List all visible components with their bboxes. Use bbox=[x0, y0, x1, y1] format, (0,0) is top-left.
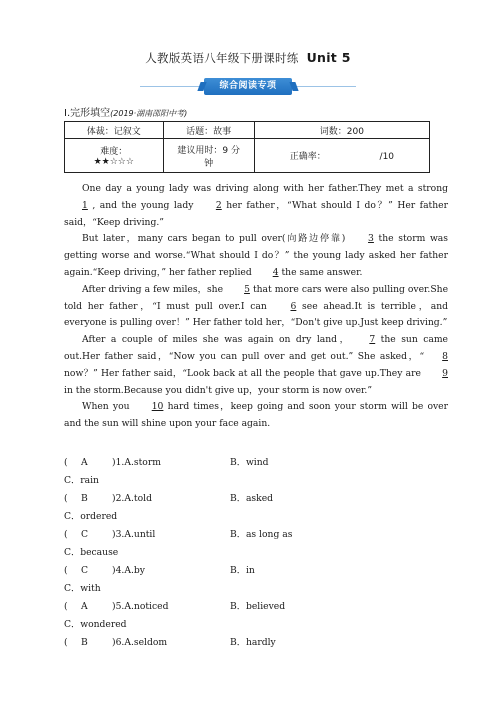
blank-2: 2 bbox=[215, 199, 222, 211]
cell-words: 词数：200 bbox=[254, 122, 429, 139]
paragraph-1: One day a young lady was driving along with her father.They met a strong 1 , and the young lady 2 her father，“What should I do？” Her father said，“Keep driving.” bbox=[64, 183, 448, 228]
option-row-1-c: C．rain bbox=[64, 475, 99, 486]
option-row-5-c: C．wondered bbox=[64, 619, 127, 630]
answer-2: B bbox=[81, 493, 88, 504]
accuracy-total: /10 bbox=[379, 152, 395, 162]
cell-type: 体裁：记叙文 bbox=[65, 122, 164, 139]
blank-4: 4 bbox=[272, 266, 279, 278]
answer-1: A bbox=[81, 457, 88, 468]
passage bbox=[64, 181, 448, 433]
option-row-2: ( B )2.A.told B．asked bbox=[64, 490, 448, 508]
time-line1: 建议用时：9 分 bbox=[177, 145, 240, 156]
page-title bbox=[0, 50, 496, 66]
option-row-2-c: C．ordered bbox=[64, 511, 118, 522]
blank-9: 9 bbox=[442, 367, 448, 379]
option-row-1: ( A )1.A.storm B．wind bbox=[64, 454, 448, 472]
answer-5: A bbox=[81, 601, 88, 612]
option-row-5: ( A )5.A.noticed B．believed bbox=[64, 598, 448, 616]
option-row-6: ( B )6.A.seldom B．hardly bbox=[64, 634, 448, 652]
title-unit: Unit 5 bbox=[306, 50, 351, 65]
option-row-3-c: C．because bbox=[64, 547, 119, 558]
blank-7: 7 bbox=[369, 334, 376, 346]
answer-3: C bbox=[81, 529, 89, 540]
blank-1: 1 bbox=[82, 199, 88, 211]
difficulty-stars: ★★☆☆☆ bbox=[93, 157, 134, 167]
cell-difficulty bbox=[65, 139, 164, 173]
time-line2: 钟 bbox=[204, 158, 214, 169]
difficulty-label: 难度： bbox=[100, 147, 128, 157]
paragraph-5: When you 10 hard times，keep going and soon your storm will be over and the sun will shine upon your face again. bbox=[64, 401, 448, 430]
accuracy-label: 正确率： bbox=[289, 152, 326, 162]
blank-8: 8 bbox=[442, 350, 448, 362]
blank-3: 3 bbox=[368, 233, 374, 245]
option-row-4: ( C )4.A.by B．in bbox=[64, 562, 448, 580]
cell-time bbox=[163, 139, 254, 173]
title-cn: 人教版英语八年级下册课时练 bbox=[145, 51, 299, 65]
section-banner: 综合阅读专项 bbox=[204, 78, 292, 95]
info-table bbox=[64, 121, 430, 173]
section-label: Ⅰ.完形填空 bbox=[64, 108, 111, 119]
cell-accuracy bbox=[254, 139, 429, 173]
paragraph-3: After driving a few miles，she 5 that more cars were also pulling over.She told her father，“I must pull over.I can 6 see ahead.It is terrible，and everyone is pulling over！” Her father told her，“Don't give up.Just keep driving.” bbox=[64, 283, 449, 329]
paragraph-2: But later，many cars began to pull over(向路边停靠) 3 the storm was getting worse and worse.“What should I do？” the young lady asked her father again.“Keep driving，” her father replied 4 the same answer. bbox=[64, 231, 448, 281]
section-source: (2019·湖南邵阳中考) bbox=[110, 109, 188, 118]
answer-6: B bbox=[81, 637, 88, 648]
blank-5: 5 bbox=[244, 283, 250, 295]
answer-4: C bbox=[81, 565, 89, 576]
section-heading bbox=[64, 104, 187, 119]
option-row-4-c: C．with bbox=[64, 583, 101, 594]
blank-10: 10 bbox=[151, 401, 164, 413]
option-row-3: ( C )3.A.until B．as long as bbox=[64, 526, 448, 544]
blank-6: 6 bbox=[290, 300, 297, 312]
options-list bbox=[64, 454, 448, 652]
paragraph-4: After a couple of miles she was again on dry land， 7 the sun came out.Her father said，“Now you can pull over and get out.” She asked，“ 8 now？” Her father said，“Look back at all the people that gave up.They are 9 in the storm.Because you didn't give up，your storm is now over.” bbox=[64, 334, 448, 396]
cell-topic: 话题：故事 bbox=[163, 122, 254, 139]
